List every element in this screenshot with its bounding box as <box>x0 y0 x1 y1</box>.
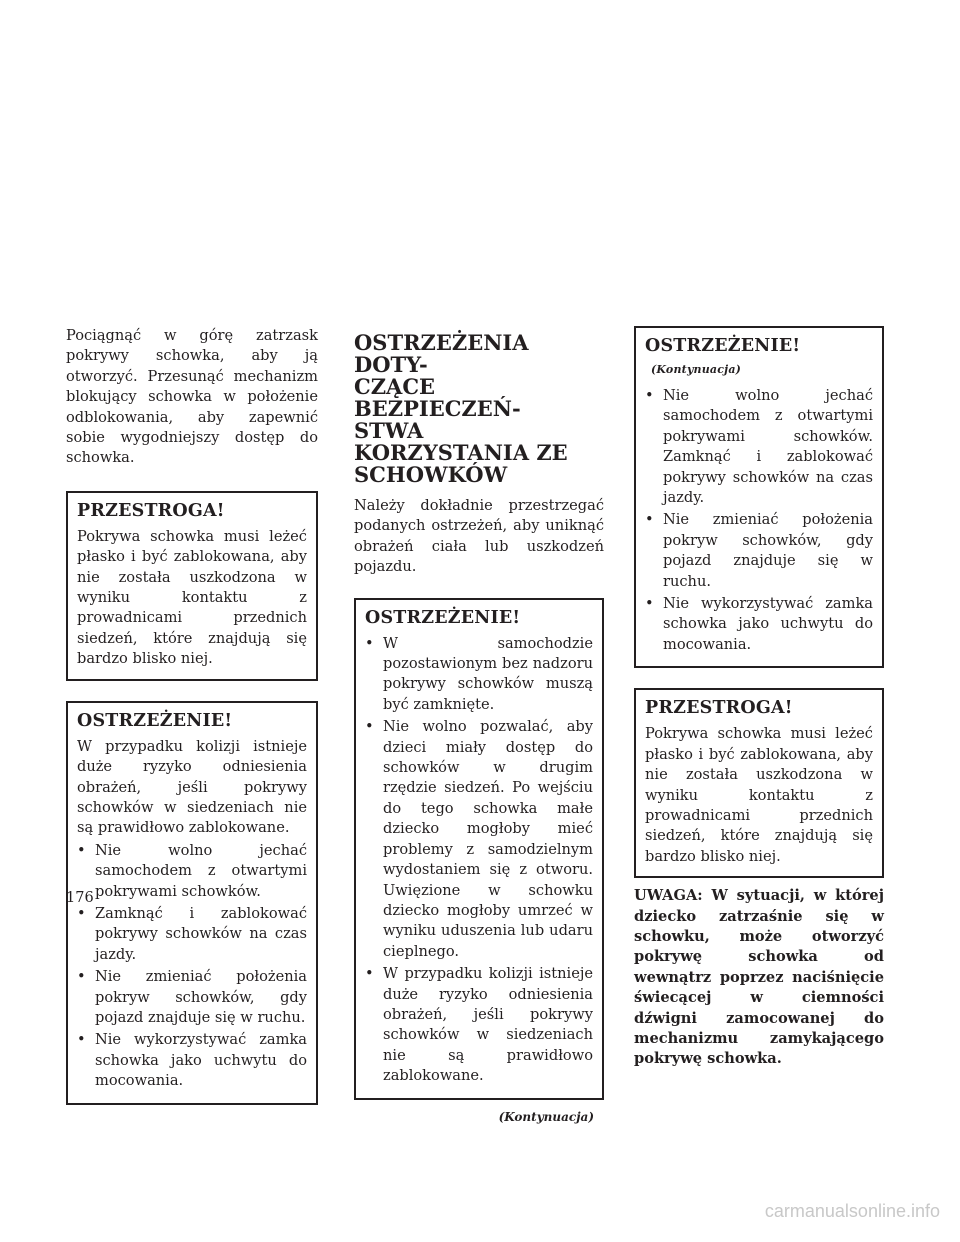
column-left <box>66 326 318 1105</box>
warning-box-continued <box>634 326 884 668</box>
page-number: 176 <box>66 890 94 906</box>
list-item: • Zamknąć i zablokować pokrywy schowków na czas jazdy. <box>77 904 307 963</box>
section-heading: OSTRZEŻENIA DOTY- CZĄCE BEZPIECZEŃ- STWA KORZYSTANIA ZE SCHOWKÓW <box>354 330 568 487</box>
warning-bullet-list <box>77 841 307 1092</box>
list-item: • Nie wolno pozwalać, aby dzieci miały dostęp do schowków w drugim rzędzie siedzeń. Po wejściu do tego schowka małe dziecko mogłoby mieć problemy z samodzielnym wydostaniem się z otworu. Uwięzione w schowku dziecko mogłoby umrzeć w wyniku uduszenia lub udaru cieplnego. <box>365 718 593 960</box>
continued-label: (Kontynuacja) <box>498 1109 594 1124</box>
warning-title: OSTRZEŻENIE! <box>365 607 521 628</box>
watermark: carmanualsonline.info <box>764 1201 940 1221</box>
section-intro: Należy dokładnie przestrzegać podanych ostrzeżeń, aby uniknąć obrażeń ciała lub uszkodzeń pojazdu. <box>354 497 604 576</box>
warning-text: W przypadku kolizji istnieje duże ryzyko odniesienia obrażeń, jeśli pokrywy schowków w siedzeniach nie są prawidłowo zablokowane. <box>77 737 307 837</box>
caution-title: PRZESTROGA! <box>77 500 225 521</box>
list-item: • Nie wykorzystywać zamka schowka jako uchwytu do mocowania. <box>77 1031 307 1090</box>
continued-label: (Kontynuacja) <box>651 363 742 376</box>
note-paragraph: UWAGA: W sytuacji, w której dziecko zatrzaśnie się w schowku, może otworzyć pokrywę schowka od wewnątrz poprzez naciśnięcie świecącej w ciemności dźwigni zamocowanej do mechanizmu zamykającego pokrywę schowka. <box>634 887 884 1068</box>
warning-bullet-list <box>645 386 873 655</box>
caution-box <box>66 491 318 681</box>
warning-title: OSTRZEŻENIE!(Kontynuacja) <box>645 336 801 376</box>
caution-text: Pokrywa schowka musi leżeć płasko i być zablokowana, aby nie została uszkodzona w wyniku kontaktu z prowadnicami przednich siedzeń, które znajdują się bardzo blisko niej. <box>77 527 307 668</box>
list-item: • Nie zmieniać położenia pokryw schowków, gdy pojazd znajduje się w ruchu. <box>645 511 873 590</box>
warning-title: OSTRZEŻENIE! <box>77 710 233 731</box>
intro-paragraph: Pociągnąć w górę zatrzask pokrywy schowka, aby ją otworzyć. Przesunąć mechanizm blokujący schowka w położenie odblokowania, aby zapewnić sobie wygodniejszy dostęp do schowka. <box>66 327 318 467</box>
list-item: • Nie zmieniać położenia pokryw schowków, gdy pojazd znajduje się w ruchu. <box>77 968 307 1026</box>
caution-text: Pokrywa schowka musi leżeć płasko i być zablokowana, aby nie została uszkodzona w wyniku kontaktu z prowadnicami przednich siedzeń, które znajdują się bardzo blisko niej. <box>645 725 873 865</box>
column-right <box>634 326 884 1070</box>
warning-box <box>66 701 318 1105</box>
warning-bullet-list <box>365 634 593 1087</box>
caution-title: PRZESTROGA! <box>645 698 793 719</box>
list-item: • Nie wolno jechać samochodem z otwartymi pokrywami schowków. Zamknąć i zablokować pokrywy schowków na czas jazdy. <box>645 387 873 507</box>
caution-box <box>634 688 884 878</box>
column-middle <box>354 326 604 1124</box>
list-item: • Nie wolno jechać samochodem z otwartymi pokrywami schowków. <box>77 841 307 900</box>
list-item: • W samochodzie pozostawionym bez nadzoru pokrywy schowków muszą być zamknięte. <box>365 634 593 713</box>
warning-box <box>354 598 604 1100</box>
list-item: • W przypadku kolizji istnieje duże ryzyko odniesienia obrażeń, jeśli pokrywy schowków w siedzeniach nie są prawidłowo zablokowane. <box>365 965 593 1085</box>
list-item: • Nie wykorzystywać zamka schowka jako uchwytu do mocowania. <box>645 595 873 653</box>
